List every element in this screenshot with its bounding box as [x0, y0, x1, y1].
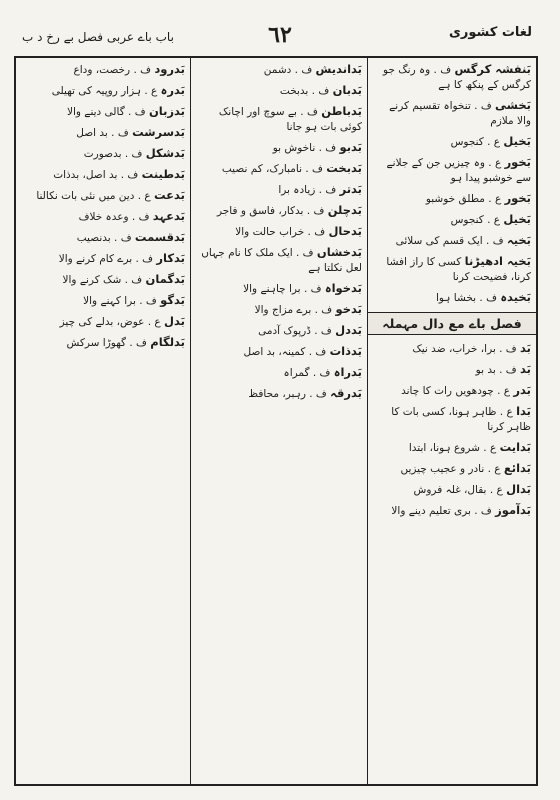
- headword: بَدخواہ: [324, 281, 362, 295]
- dictionary-entry: [373, 362, 531, 378]
- dictionary-entry: [196, 104, 362, 135]
- definition: ع . نادر و عجیب چیزیں: [400, 463, 501, 475]
- definition: ف . ایک قسم کی سلائی: [395, 235, 504, 247]
- column-left: [16, 58, 190, 784]
- book-title: لغات کشوری: [448, 25, 532, 40]
- headword: بَدخشاں: [316, 245, 362, 259]
- definition: ف . زیادہ برا: [278, 184, 337, 196]
- dictionary-entry: [196, 140, 362, 156]
- dictionary-entry: [196, 365, 362, 381]
- definition: ف . برا کہنے والا: [83, 295, 157, 307]
- headword: بَدعہد: [152, 209, 185, 223]
- headword: بَدل: [164, 314, 185, 328]
- definition: ف . بدنصیب: [76, 232, 132, 244]
- definition: ع . مطلق خوشبو: [425, 193, 502, 205]
- text-frame: [14, 56, 538, 786]
- headword: بَدسرشت: [132, 125, 185, 139]
- dictionary-entry: [21, 83, 185, 99]
- headword: بَدآموز: [495, 503, 531, 517]
- headword: بَخیدہ: [500, 290, 531, 304]
- definition: ع . وہ چیزیں جن کے جلانے سے خوشبو پیدا ہو: [386, 157, 531, 184]
- headword: بَدرود: [154, 62, 185, 76]
- headword: بَدلگام: [150, 335, 185, 349]
- definition: ف . برے کام کرنے والا: [58, 253, 154, 265]
- definition: ع . ظاہر ہونا، کسی بات کا ظاہر کرنا: [391, 406, 531, 433]
- dictionary-entry: [196, 83, 362, 99]
- headword: بَدقسمت: [134, 230, 185, 244]
- page-header: [0, 0, 560, 60]
- headword: بَدبان: [332, 83, 362, 97]
- page-number: ٦٢: [268, 22, 292, 48]
- definition: ف . برا، خراب، ضد نیک: [412, 343, 517, 355]
- definition: ف . تنخواہ تقسیم کرنے والا ملازم: [389, 100, 531, 127]
- definition: ف . وعدہ خلاف: [78, 211, 150, 223]
- dictionary-entry: [196, 62, 362, 78]
- dictionary-entry: [373, 62, 531, 93]
- dictionary-entry: [373, 98, 531, 129]
- definition: ف . خراب حالت والا: [235, 226, 326, 238]
- dictionary-entry: [21, 62, 185, 78]
- headword: بَدال: [506, 482, 531, 496]
- headword: بَخیہ ادھیڑنا: [464, 254, 531, 268]
- definition: ف . بد اصل، بدذات: [53, 169, 139, 181]
- dictionary-entry: [196, 224, 362, 240]
- headword: بَخیہ: [506, 233, 531, 247]
- definition: ف . بد اصل: [76, 127, 129, 139]
- headword: بَخیل: [503, 134, 531, 148]
- dictionary-entry: [21, 167, 185, 183]
- dictionary-entry: [373, 341, 531, 357]
- dictionary-entry: [196, 203, 362, 219]
- dictionary-entry: [373, 290, 531, 306]
- headword: بَخور: [504, 191, 531, 205]
- dictionary-entry: [373, 233, 531, 249]
- definition: ف . بدصورت: [83, 148, 143, 160]
- dictionary-entry: [196, 323, 362, 339]
- headword: بَنفشہ کرگس: [454, 62, 531, 76]
- dictionary-entry: [373, 383, 531, 399]
- definition: ف . برے مزاج والا: [254, 304, 333, 316]
- dictionary-entry: [373, 155, 531, 186]
- headword: بَد: [520, 362, 531, 376]
- headword: بَدطینت: [141, 167, 185, 181]
- dictionary-entry: [373, 482, 531, 498]
- definition: ف . بدبخت: [279, 85, 330, 97]
- headword: بَددل: [335, 323, 362, 337]
- definition: ف . گھوڑا سرکش: [66, 337, 147, 349]
- definition: ف . بد بو: [475, 364, 517, 376]
- definition: ف . شک کرنے والا: [62, 274, 143, 286]
- dictionary-entry: [373, 191, 531, 207]
- definition: ف . دشمن: [263, 64, 313, 76]
- dictionary-entry: [21, 188, 185, 204]
- headword: بَدا: [516, 404, 531, 418]
- dictionary-entry: [373, 404, 531, 435]
- headword: بَدخو: [335, 302, 362, 316]
- definition: ف . بری تعلیم دینے والا: [391, 505, 492, 517]
- headword: بَخور: [504, 155, 531, 169]
- definition: ف . رخصت، وداع: [73, 64, 152, 76]
- dictionary-entry: [21, 293, 185, 309]
- dictionary-entry: [21, 314, 185, 330]
- headword: بَدزبان: [148, 104, 185, 118]
- definition: ف . گمراہ: [283, 367, 331, 379]
- chapter-heading: باب باے عربی فصل بے رخ د ب: [22, 30, 174, 44]
- definition: ف . ڈرپوک آدمی: [258, 325, 332, 337]
- definition: ف . بدکار، فاسق و فاجر: [217, 205, 325, 217]
- definition: ع . چودھویں رات کا چاند: [401, 385, 511, 397]
- headword: بَد: [520, 341, 531, 355]
- headword: بَدایت: [499, 440, 531, 454]
- dictionary-entry: [373, 461, 531, 477]
- column-right: [368, 58, 536, 784]
- headword: بَدبو: [339, 140, 362, 154]
- dictionary-entry: [373, 440, 531, 456]
- definition: ف . کمینہ، بد اصل: [243, 346, 327, 358]
- definition: ف . برا چاہنے والا: [243, 283, 322, 295]
- dictionary-entry: [373, 212, 531, 228]
- dictionary-entry: [21, 251, 185, 267]
- headword: بَدحال: [328, 224, 362, 238]
- definition: کسی کا راز افشا کرنا، فضیحت کرنا: [386, 256, 531, 283]
- headword: بَدذات: [329, 344, 362, 358]
- definition: ف . وہ رنگ جو کرگس کے پنکھ کا ہے: [383, 64, 531, 91]
- dictionary-entry: [21, 272, 185, 288]
- definition: ع . بقال، غلہ فروش: [413, 484, 503, 496]
- definition: ف . بے سوچ اور اچانک کوئی بات ہو جانا: [218, 106, 362, 133]
- headword: بَدعت: [154, 188, 185, 202]
- headword: بَدر: [513, 383, 531, 397]
- definition: ع . دین میں نئی بات نکالنا: [36, 190, 151, 202]
- definition: ع . کنجوس: [450, 214, 501, 226]
- headword: بَدشکل: [145, 146, 185, 160]
- definition: ف . بخشا ہوا: [435, 292, 497, 304]
- definition: ف . ناخوش بو: [272, 142, 337, 154]
- dictionary-entry: [21, 104, 185, 120]
- headword: بَدرہ: [160, 83, 185, 97]
- headword: بَدکار: [156, 251, 185, 265]
- headword: بَدتر: [339, 182, 362, 196]
- dictionary-entry: [21, 125, 185, 141]
- dictionary-entry: [21, 335, 185, 351]
- headword: بَدباطن: [321, 104, 362, 118]
- dictionary-entry: [373, 503, 531, 519]
- dictionary-entry: [196, 245, 362, 276]
- definition: ف . رہبر، محافظ: [248, 388, 327, 400]
- dictionary-entry: [373, 134, 531, 150]
- dictionary-entry: [196, 344, 362, 360]
- headword: بَخشی: [495, 98, 531, 112]
- dictionary-entry: [196, 281, 362, 297]
- section-heading: فصل باے مع دال مہملہ: [368, 312, 536, 335]
- definition: ع . عوض، بدلے کی چیز: [59, 316, 161, 328]
- definition: ف . گالی دینے والا: [66, 106, 146, 118]
- dictionary-entry: [21, 146, 185, 162]
- dictionary-entry: [21, 230, 185, 246]
- headword: بَدگمان: [145, 272, 185, 286]
- headword: بَدائع: [503, 461, 531, 475]
- headword: بَدگو: [160, 293, 185, 307]
- headword: بَدراہ: [333, 365, 362, 379]
- definition: ف . نامبارک، کم نصیب: [221, 163, 323, 175]
- column-middle: [190, 58, 368, 784]
- dictionary-entry: [373, 254, 531, 285]
- headword: بَداندیش: [315, 62, 362, 76]
- definition: ف . ایک ملک کا نام جہاں لعل نکلتا ہے: [201, 247, 362, 274]
- definition: ع . کنجوس: [450, 136, 501, 148]
- definition: ع . شروع ہونا، ابتدا: [408, 442, 497, 454]
- headword: بَخیل: [503, 212, 531, 226]
- dictionary-entry: [196, 302, 362, 318]
- dictionary-entry: [196, 161, 362, 177]
- dictionary-entry: [21, 209, 185, 225]
- dictionary-entry: [196, 182, 362, 198]
- dictionary-entry: [196, 386, 362, 402]
- headword: بَدبخت: [326, 161, 362, 175]
- headword: بَدچلن: [327, 203, 362, 217]
- definition: ع . ہزار روپیہ کی تھیلی: [51, 85, 158, 97]
- headword: بَدرقہ: [330, 386, 362, 400]
